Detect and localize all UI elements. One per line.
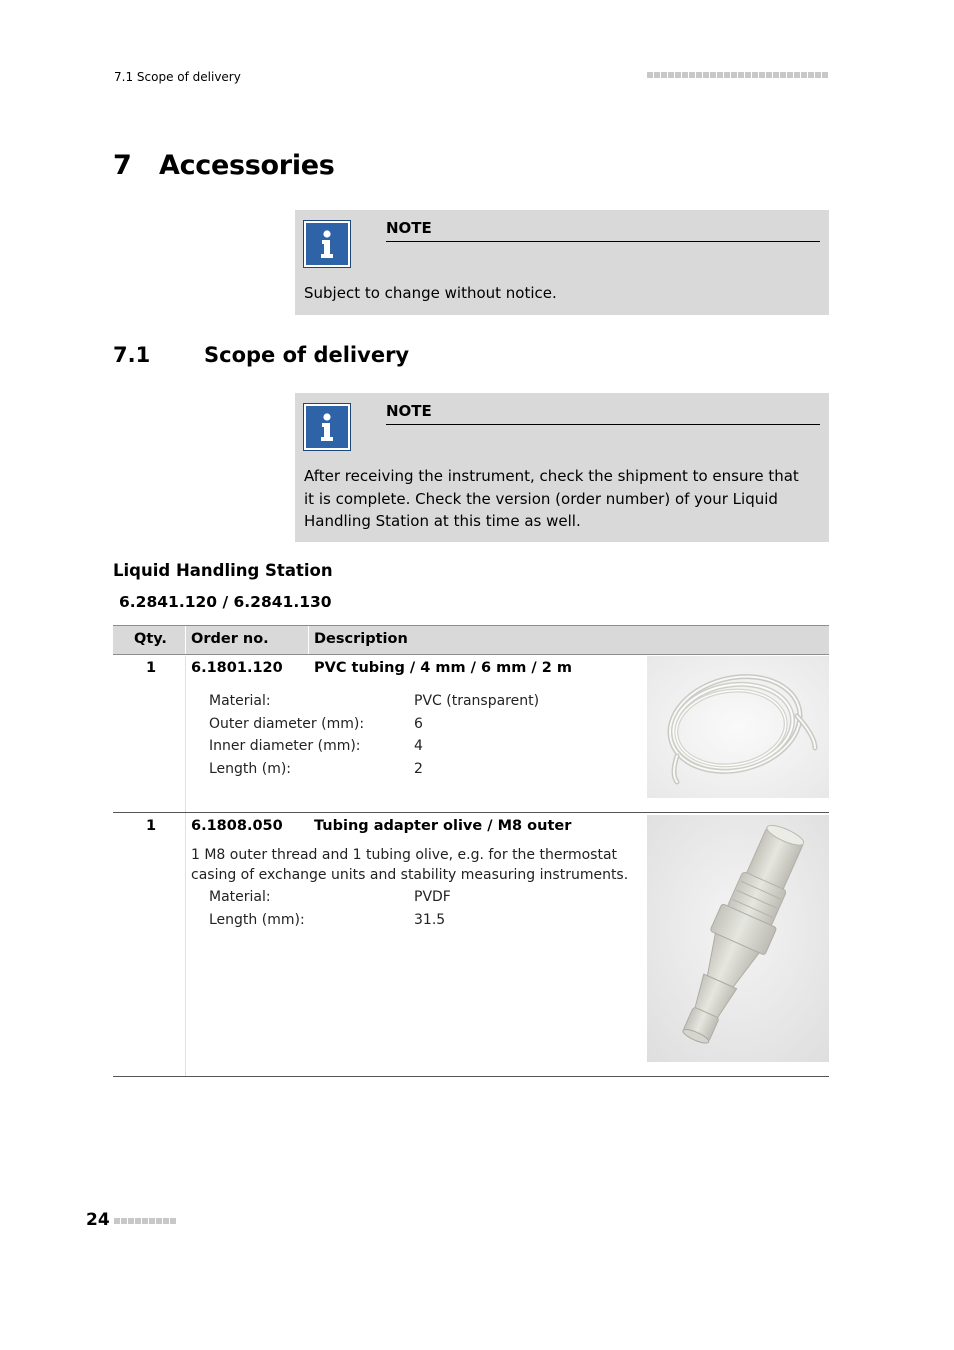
running-header-title: 7.1 Scope of delivery <box>114 70 241 84</box>
product-order-numbers: 6.2841.120 / 6.2841.130 <box>119 593 332 611</box>
tubing-adapter-image <box>647 815 829 1062</box>
note-box-2 <box>295 393 829 542</box>
note-divider <box>386 424 820 425</box>
column-divider <box>308 626 309 654</box>
row-divider <box>113 812 829 813</box>
note-text: Subject to change without notice. <box>304 284 557 302</box>
spec-label: Length (m): <box>209 760 292 777</box>
info-icon <box>304 221 350 267</box>
note-box-1 <box>295 210 829 315</box>
pvc-tubing-image <box>647 656 829 798</box>
spec-value: PVC (transparent) <box>414 693 540 709</box>
cell-qty: 1 <box>146 818 157 834</box>
spec-label: Outer diameter (mm): <box>209 715 365 732</box>
column-divider <box>185 656 186 812</box>
spec-label: Length (mm): <box>209 911 305 928</box>
spec-value: 6 <box>414 715 423 732</box>
spec-label: Material: <box>209 693 271 709</box>
spec-value: PVDF <box>414 889 451 905</box>
spec-value: 31.5 <box>414 911 446 928</box>
cell-order-no: 6.1801.120 <box>191 660 283 676</box>
cell-order-no: 6.1808.050 <box>191 818 283 834</box>
page-number: 24 <box>86 1210 110 1230</box>
column-header-qty: Qty. <box>134 631 167 647</box>
spec-value: 4 <box>414 738 423 754</box>
spec-label: Inner diameter (mm): <box>209 738 361 754</box>
column-header-description: Description <box>314 631 408 647</box>
column-header-order-no: Order no. <box>191 631 269 647</box>
chapter-heading <box>113 150 335 181</box>
cell-qty: 1 <box>146 660 157 676</box>
header-decoration <box>647 72 829 91</box>
product-heading: Liquid Handling Station <box>113 561 333 580</box>
section-title: Scope of delivery <box>204 343 410 367</box>
cell-description: 1 M8 outer thread and 1 tubing olive, e.g. for the thermostat casing of exchange units and stability measuring instruments. <box>191 847 629 883</box>
note-text: After receiving the instrument, check the shipment to ensure that it is complete. Check the version (order number) of your Liquid Handling Station at this time as well. <box>304 467 799 530</box>
footer-decoration <box>114 1218 177 1237</box>
info-icon <box>304 404 350 450</box>
section-number: 7.1 <box>113 343 151 367</box>
column-divider <box>185 626 186 654</box>
cell-title: Tubing adapter olive / M8 outer <box>314 818 572 834</box>
row-divider <box>113 1076 829 1077</box>
note-title: NOTE <box>386 402 432 420</box>
spec-label: Material: <box>209 889 271 905</box>
chapter-title: Accessories <box>159 150 335 181</box>
column-divider <box>185 813 186 1076</box>
spec-value: 2 <box>414 760 423 777</box>
note-title: NOTE <box>386 219 432 237</box>
cell-title: PVC tubing / 4 mm / 6 mm / 2 m <box>314 660 572 676</box>
section-heading <box>113 343 409 367</box>
chapter-number: 7 <box>113 150 132 181</box>
note-divider <box>386 241 820 242</box>
table-header <box>113 625 829 655</box>
